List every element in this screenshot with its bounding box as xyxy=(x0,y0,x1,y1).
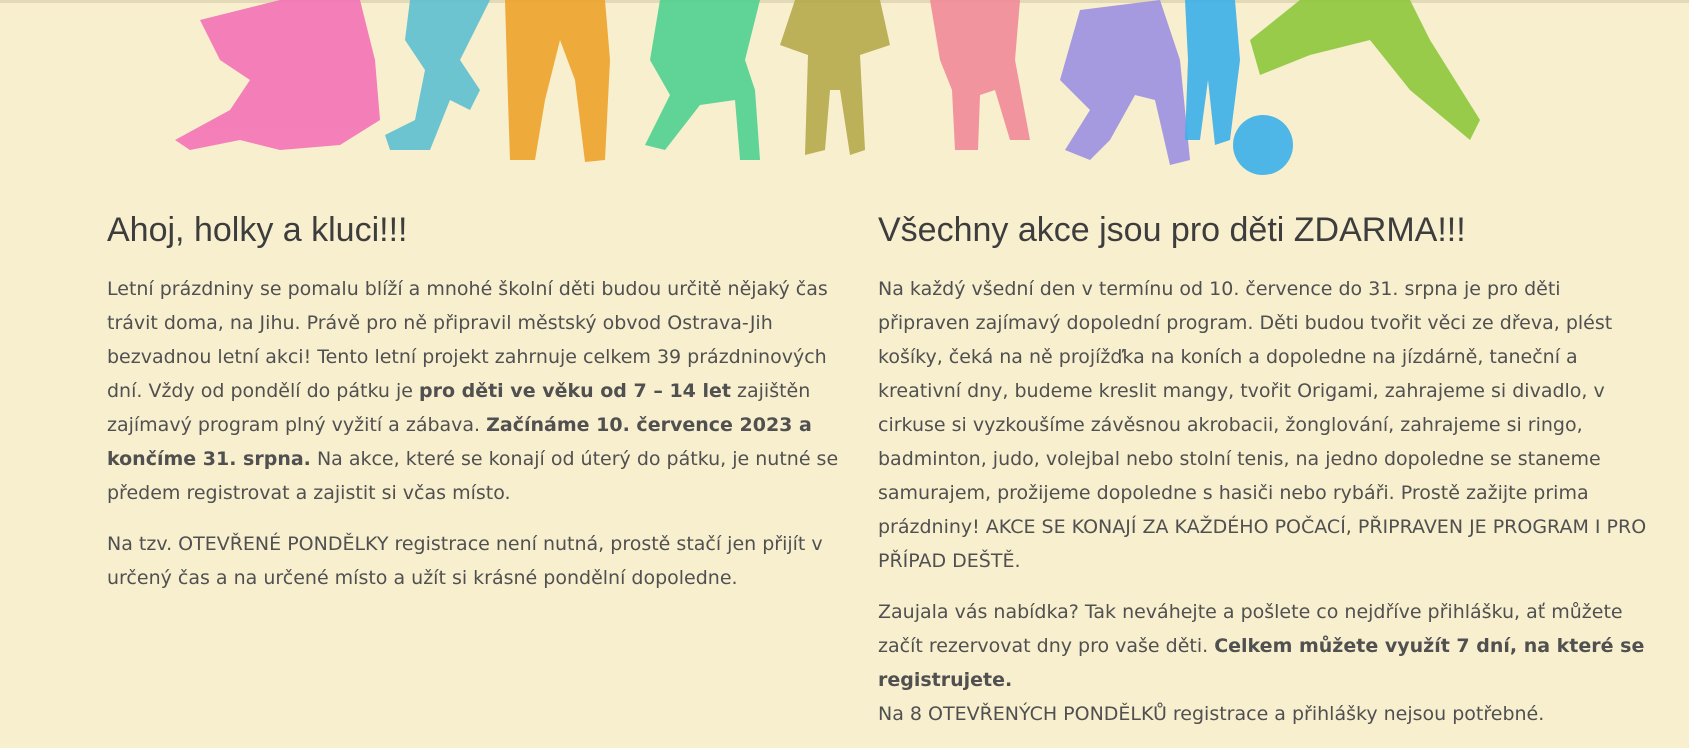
kid-silhouette-pink xyxy=(175,0,380,150)
dates-highlight: Začínáme 10. července 2023 a končíme 31. srpna. xyxy=(107,414,812,470)
kid-silhouette-salmon xyxy=(930,0,1030,150)
kid-silhouette-olive xyxy=(780,0,890,155)
kids-silhouettes-banner xyxy=(160,0,1610,185)
intro-text-2: zajištěn zajímavý program plný vyžití a zábava. xyxy=(107,380,811,436)
intro-paragraph xyxy=(107,272,842,510)
kid-silhouette-purple xyxy=(1060,0,1190,165)
welcome-heading: Ahoj, holky a kluci!!! xyxy=(107,211,408,249)
free-events-heading: Všechny akce jsou pro děti ZDARMA!!! xyxy=(878,211,1466,249)
registration-paragraph xyxy=(878,595,1648,731)
open-mondays-paragraph: Na tzv. OTEVŘENÉ PONDĚLKY registrace není nutná, prostě stačí jen přijít v určený čas a na určené místo a užít si krásné pondělní dopoledne. xyxy=(107,533,823,589)
program-paragraph: Na každý všední den v termínu od 10. července do 31. srpna je pro děti připraven zajímavý dopolední program. Děti budou tvořit věci ze dřeva, plést košíky, čeká na ně projížďka na koních a dopoledne na jízdárně, taneční a kreativní dny, budeme kreslit mangy, tvořit Origami, zahrajeme si divadlo, v cirkuse si vyzkoušíme závěsnou akrobacii, žonglování, zahrajeme si ringo, badminton, judo, volejbal nebo stolní tenis, na jedno dopoledne se staneme samurajem, prožijeme dopoledne s hasiči nebo rybáři. Prostě zažijte prima prázdniny! AKCE SE KONAJÍ ZA KAŽDÉHO POČACÍ, PŘIPRAVEN JE PROGRAM I PRO PŘÍPAD DEŠTĚ. xyxy=(878,278,1647,572)
days-limit-highlight: Celkem můžete využít 7 dní, na které se registrujete. xyxy=(878,635,1645,691)
open-mondays-note: Na 8 OTEVŘENÝCH PONDĚLKŮ registrace a přihlášky nejsou potřebné. xyxy=(878,703,1545,725)
kid-silhouette-teal xyxy=(385,0,490,150)
intro-text-3: Na akce, které se konají od úterý do pátku, je nutné se předem registrovat a zajistit si včas místo. xyxy=(107,448,839,504)
left-column xyxy=(107,208,842,612)
kid-silhouette-orange xyxy=(505,0,610,162)
registration-text-1: Zaujala vás nabídka? Tak neváhejte a pošlete co nejdříve přihlášku, ať můžete začít rezervovat dny pro vaše děti. xyxy=(878,601,1623,657)
kid-silhouette-green xyxy=(645,0,760,160)
intro-text-1: Letní prázdniny se pomalu blíží a mnohé školní děti budou určitě nějaký čas trávit doma, na Jihu. Právě pro ně připravil městský obvod Ostrava-Jih bezvadnou letní akci! Tento letní projekt zahrnuje celkem 39 prázdninových dní. Vždy od pondělí do pátku je xyxy=(107,278,828,402)
kid-silhouette-lime xyxy=(1250,0,1480,140)
right-column xyxy=(878,208,1648,748)
age-range-highlight: pro děti ve věku od 7 – 14 let xyxy=(418,380,731,402)
